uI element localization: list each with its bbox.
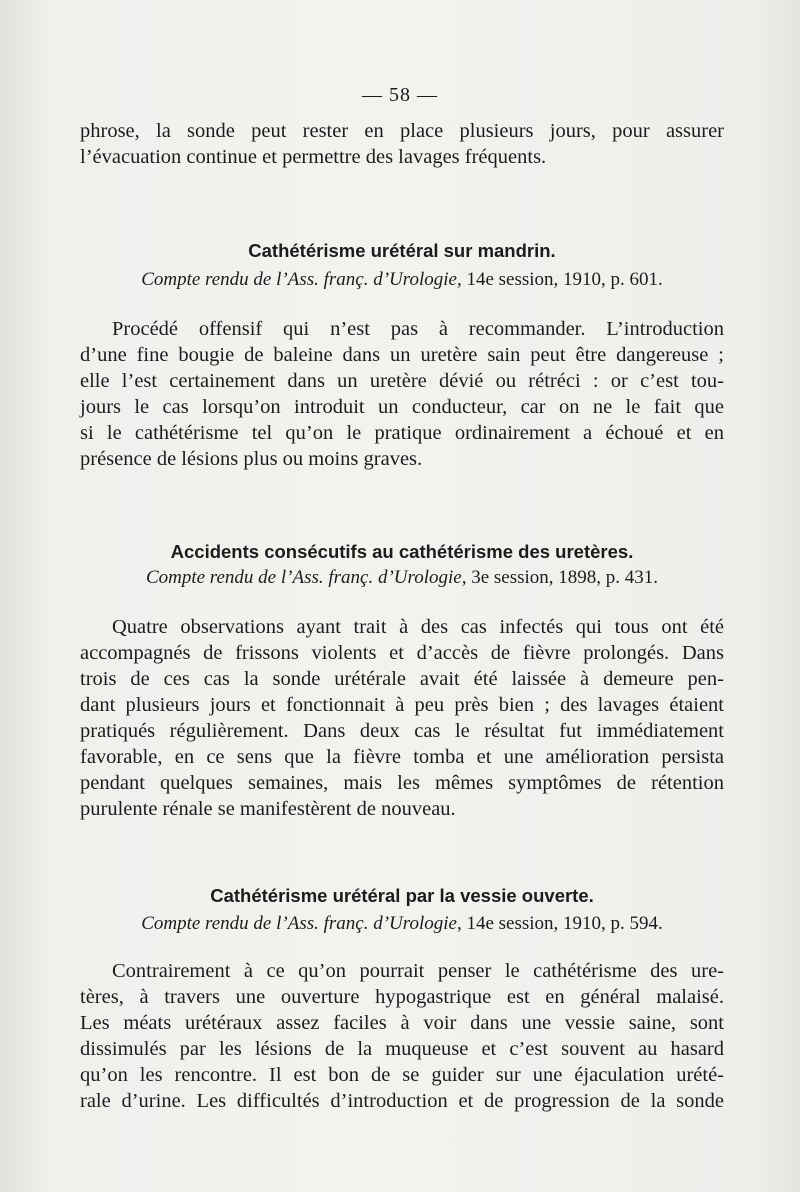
section-reference (80, 567, 724, 589)
paragraph-line: Contrairement à ce qu’on pourrait penser le cathétérisme des ure- (112, 960, 724, 982)
paragraph-line: tères, à travers une ouverture hypogastrique est en général malaisé. (80, 986, 724, 1008)
paragraph-line: si le cathétérisme tel qu’on le pratique ordinairement a échoué et en (80, 422, 724, 444)
reference-journal: Compte rendu de l’Ass. franç. d’Urologie, (141, 913, 462, 934)
paragraph-line: dissimulés par les lésions de la muqueuse et c’est souvent au hasard (80, 1038, 724, 1060)
section-title: Cathétérisme urétéral par la vessie ouverte. (210, 885, 594, 906)
section-paragraph (80, 614, 724, 822)
paragraph-line: accompagnés de frissons violents et d’accès de fièvre prolongés. Dans (80, 642, 724, 664)
paragraph-line: présence de lésions plus ou moins graves. (80, 448, 423, 470)
section-title: Cathétérisme urétéral sur mandrin. (248, 240, 556, 261)
section-reference (80, 269, 724, 291)
reference-details: 3e session, 1898, p. 431. (471, 567, 659, 588)
paragraph-line: d’une fine bougie de baleine dans un uretère sain peut être dangereuse ; (80, 344, 724, 366)
section-paragraph (80, 958, 724, 1114)
paragraph-line: phrose, la sonde peut rester en place plusieurs jours, pour assurer (80, 120, 724, 142)
paragraph-line: jours le cas lorsqu’on introduit un conducteur, car on ne le fait que (80, 396, 724, 418)
paragraph-line: Quatre observations ayant trait à des cas infectés qui tous ont été (112, 616, 724, 638)
paragraph-line: Procédé offensif qui n’est pas à recommander. L’introduction (112, 318, 724, 340)
reference-journal: Compte rendu de l’Ass. franç. d’Urologie, (145, 567, 467, 588)
intro-paragraph (80, 118, 724, 170)
section-paragraph (80, 316, 724, 472)
section-title: Accidents consécutifs au cathétérisme des uretères. (170, 541, 634, 562)
paragraph-line: elle l’est certainement dans un uretère dévié ou rétréci : or c’est tou- (80, 370, 724, 392)
reference-journal: Compte rendu de l’Ass. franç. d’Urologie, (141, 269, 462, 290)
paragraph-line: purulente rénale se manifestèrent de nouveau. (80, 798, 456, 820)
page-number: — 58 — (362, 84, 438, 106)
paragraph-line: trois de ces cas la sonde urétérale avait été laissée à demeure pen- (80, 668, 724, 690)
paragraph-line: l’évacuation continue et permettre des lavages fréquents. (80, 146, 547, 168)
paragraph-line: pendant quelques semaines, mais les mêmes symptômes de rétention (80, 772, 724, 794)
reference-details: 14e session, 1910, p. 601. (466, 269, 663, 290)
section-reference (80, 913, 724, 935)
reference-details: 14e session, 1910, p. 594. (466, 913, 663, 934)
paragraph-line: qu’on les rencontre. Il est bon de se guider sur une éjaculation urété- (80, 1064, 724, 1086)
paragraph-line: pratiqués régulièrement. Dans deux cas le résultat fut immédiatement (80, 720, 724, 742)
paragraph-line: favorable, en ce sens que la fièvre tomba et une amélioration persista (80, 746, 724, 768)
paragraph-line: rale d’urine. Les difficultés d’introduction et de progression de la sonde (80, 1090, 724, 1112)
paragraph-line: dant plusieurs jours et fonctionnait à peu près bien ; des lavages étaient (80, 694, 724, 716)
paragraph-line: Les méats urétéraux assez faciles à voir dans une vessie saine, sont (80, 1012, 724, 1034)
